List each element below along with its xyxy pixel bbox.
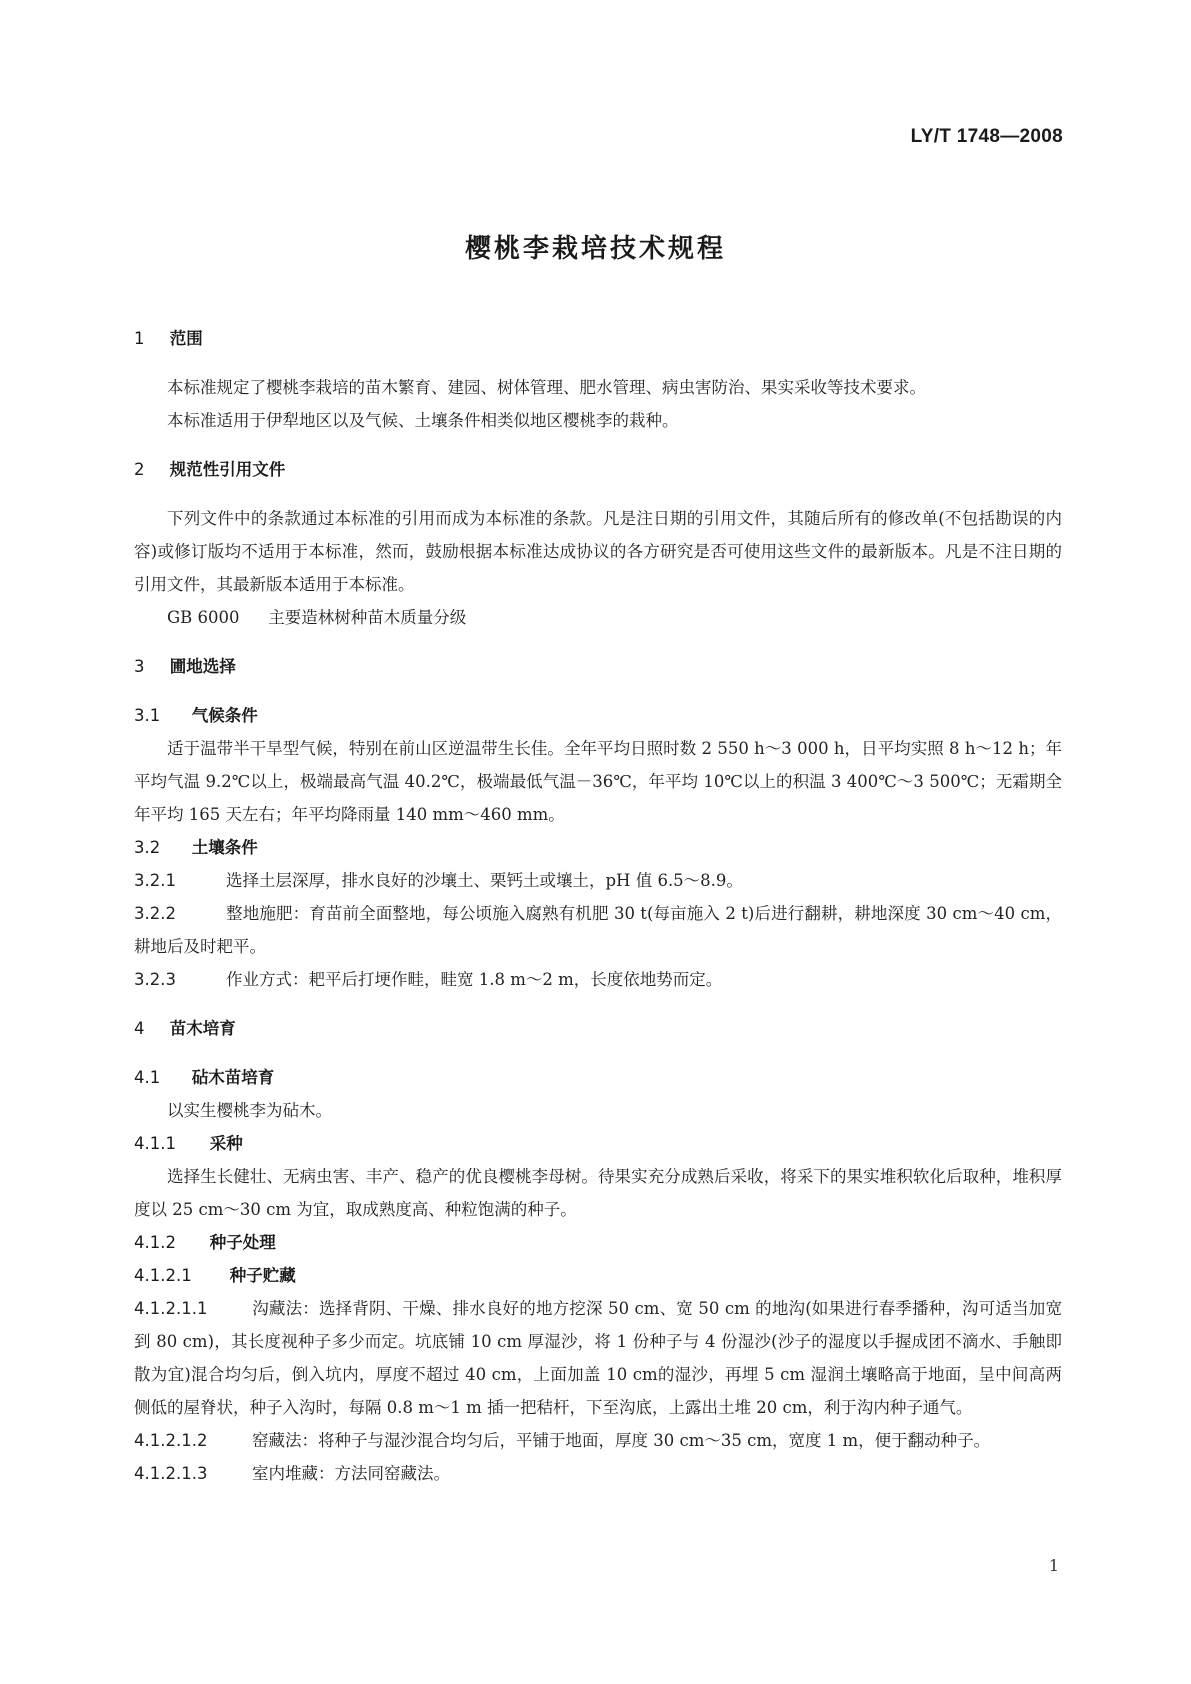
- section-title: 砧木苗培育: [191, 1068, 275, 1087]
- clause-text: 选择土层深厚，排水良好的沙壤土、栗钙土或壤土，pH 值 6.5～8.9。: [226, 871, 743, 890]
- clause-text: 窑藏法：将种子与湿沙混合均匀后，平铺于地面，厚度 30 cm～35 cm，宽度 1 m，便于翻动种子。: [252, 1431, 991, 1450]
- clause-number: 3.2.1: [134, 871, 176, 890]
- subsection-3-1-heading: [134, 699, 1062, 732]
- section-number: 3.1: [134, 706, 161, 725]
- section-number: 4.1.2.1: [134, 1266, 192, 1285]
- subsection-4-1-heading: [134, 1061, 1062, 1094]
- section-title: 苗木培育: [169, 1019, 236, 1038]
- section-title: 土壤条件: [191, 838, 258, 857]
- section-number: 4.1: [134, 1068, 161, 1087]
- clause-number: 3.2.2: [134, 904, 176, 923]
- section-number: 3.2: [134, 838, 161, 857]
- paragraph: 下列文件中的条款通过本标准的引用而成为本标准的条款。凡是注日期的引用文件，其随后所有的修改单(不包括勘误的内容)或修订版均不适用于本标准，然而，鼓励根据本标准达成协议的各方研究是否可使用这些文件的最新版本。凡是不注日期的引用文件，其最新版本适用于本标准。: [134, 509, 1062, 594]
- section-title: 种子处理: [209, 1233, 276, 1252]
- reference-entry: [134, 601, 1062, 634]
- clause-text: 作业方式：耙平后打埂作畦，畦宽 1.8 m～2 m，长度依地势而定。: [226, 970, 723, 989]
- clause-4-1-2-1-1: [134, 1292, 1062, 1424]
- section-number: 4.1.2: [134, 1233, 176, 1252]
- clause-number: 4.1.2.1.1: [134, 1299, 208, 1318]
- document-body: [134, 322, 1062, 1490]
- paragraph: 选择生长健壮、无病虫害、丰产、稳产的优良樱桃李母树。待果实充分成熟后采收，将采下的果实堆积软化后取种，堆积厚度以 25 cm～30 cm 为宜，取成熟度高、种粒饱满的种子。: [134, 1167, 1062, 1219]
- section-title: 气候条件: [191, 706, 258, 725]
- paragraph: 适于温带半干旱型气候，特别在前山区逆温带生长佳。全年平均日照时数 2 550 h～3 000 h，日平均实照 8 h～12 h；年平均气温 9.2℃以上，极端最高气温 40.2℃，极端最低气温－36℃，年平均 10℃以上的积温 3 400℃～3 500℃；无霜期全年平均 165 天左右；年平均降雨量 140 mm～460 mm。: [134, 739, 1062, 824]
- section-1-heading: [134, 322, 1062, 355]
- standard-code: LY/T 1748—2008: [910, 126, 1063, 147]
- section-title: 种子贮藏: [229, 1266, 296, 1285]
- paragraph: 本标准适用于伊犁地区以及气候、土壤条件相类似地区樱桃李的栽种。: [167, 411, 679, 430]
- section-number: 4: [134, 1019, 145, 1038]
- clause-number: 4.1.2.1.3: [134, 1464, 208, 1483]
- subsection-4-1-2-heading: [134, 1226, 1062, 1259]
- clause-4-1-2-1-2: [134, 1424, 1062, 1457]
- section-title: 采种: [209, 1134, 243, 1153]
- clause-number: 3.2.3: [134, 970, 176, 989]
- clause-3-2-3: [134, 963, 1062, 996]
- reference-code: GB 6000: [167, 608, 240, 627]
- clause-4-1-2-1-3: [134, 1457, 1062, 1490]
- document-title: 樱桃李栽培技术规程: [464, 234, 726, 264]
- section-4-heading: [134, 1012, 1062, 1045]
- clause-text: 整地施肥：育苗前全面整地，每公顷施入腐熟有机肥 30 t(每亩施入 2 t)后进行翻耕，耕地深度 30 cm～40 cm，耕地后及时耙平。: [134, 904, 1062, 956]
- section-number: 4.1.1: [134, 1134, 176, 1153]
- section-2-heading: [134, 453, 1062, 486]
- reference-title: 主要造林树种苗木质量分级: [268, 608, 467, 627]
- section-number: 2: [134, 460, 145, 479]
- section-number: 3: [134, 657, 145, 676]
- subsection-4-1-1-heading: [134, 1127, 1062, 1160]
- section-3-heading: [134, 650, 1062, 683]
- subsection-3-2-heading: [134, 831, 1062, 864]
- clause-3-2-1: [134, 864, 1062, 897]
- section-title: 圃地选择: [169, 657, 236, 676]
- section-number: 1: [134, 329, 145, 348]
- paragraph: 以实生樱桃李为砧木。: [167, 1101, 332, 1120]
- subsection-4-1-2-1-heading: [134, 1259, 1062, 1292]
- paragraph: 本标准规定了樱桃李栽培的苗木繁育、建园、树体管理、肥水管理、病虫害防治、果实采收等技术要求。: [167, 378, 926, 397]
- page-number: 1: [1048, 1556, 1059, 1575]
- section-title: 规范性引用文件: [169, 460, 286, 479]
- clause-text: 室内堆藏：方法同窑藏法。: [252, 1464, 450, 1483]
- section-title: 范围: [169, 329, 203, 348]
- clause-text: 沟藏法：选择背阴、干燥、排水良好的地方挖深 50 cm、宽 50 cm 的地沟(如果进行春季播种，沟可适当加宽到 80 cm)，其长度视种子多少而定。坑底铺 10 cm 厚湿沙，将 1 份种子与 4 份湿沙(沙子的湿度以手握成团不滴水、手触即散为宜)混合均匀后，倒入坑内，厚度不超过 40 cm，上面加盖 10 cm的湿沙，再埋 5 cm 湿润土壤略高于地面，呈中间高两侧低的屋脊状，种子入沟时，每隔 0.8 m～1 m 插一把秸杆，下至沟底，上露出土堆 20 cm，利于沟内种子通气。: [134, 1299, 1062, 1417]
- clause-3-2-2: [134, 897, 1062, 963]
- clause-number: 4.1.2.1.2: [134, 1431, 208, 1450]
